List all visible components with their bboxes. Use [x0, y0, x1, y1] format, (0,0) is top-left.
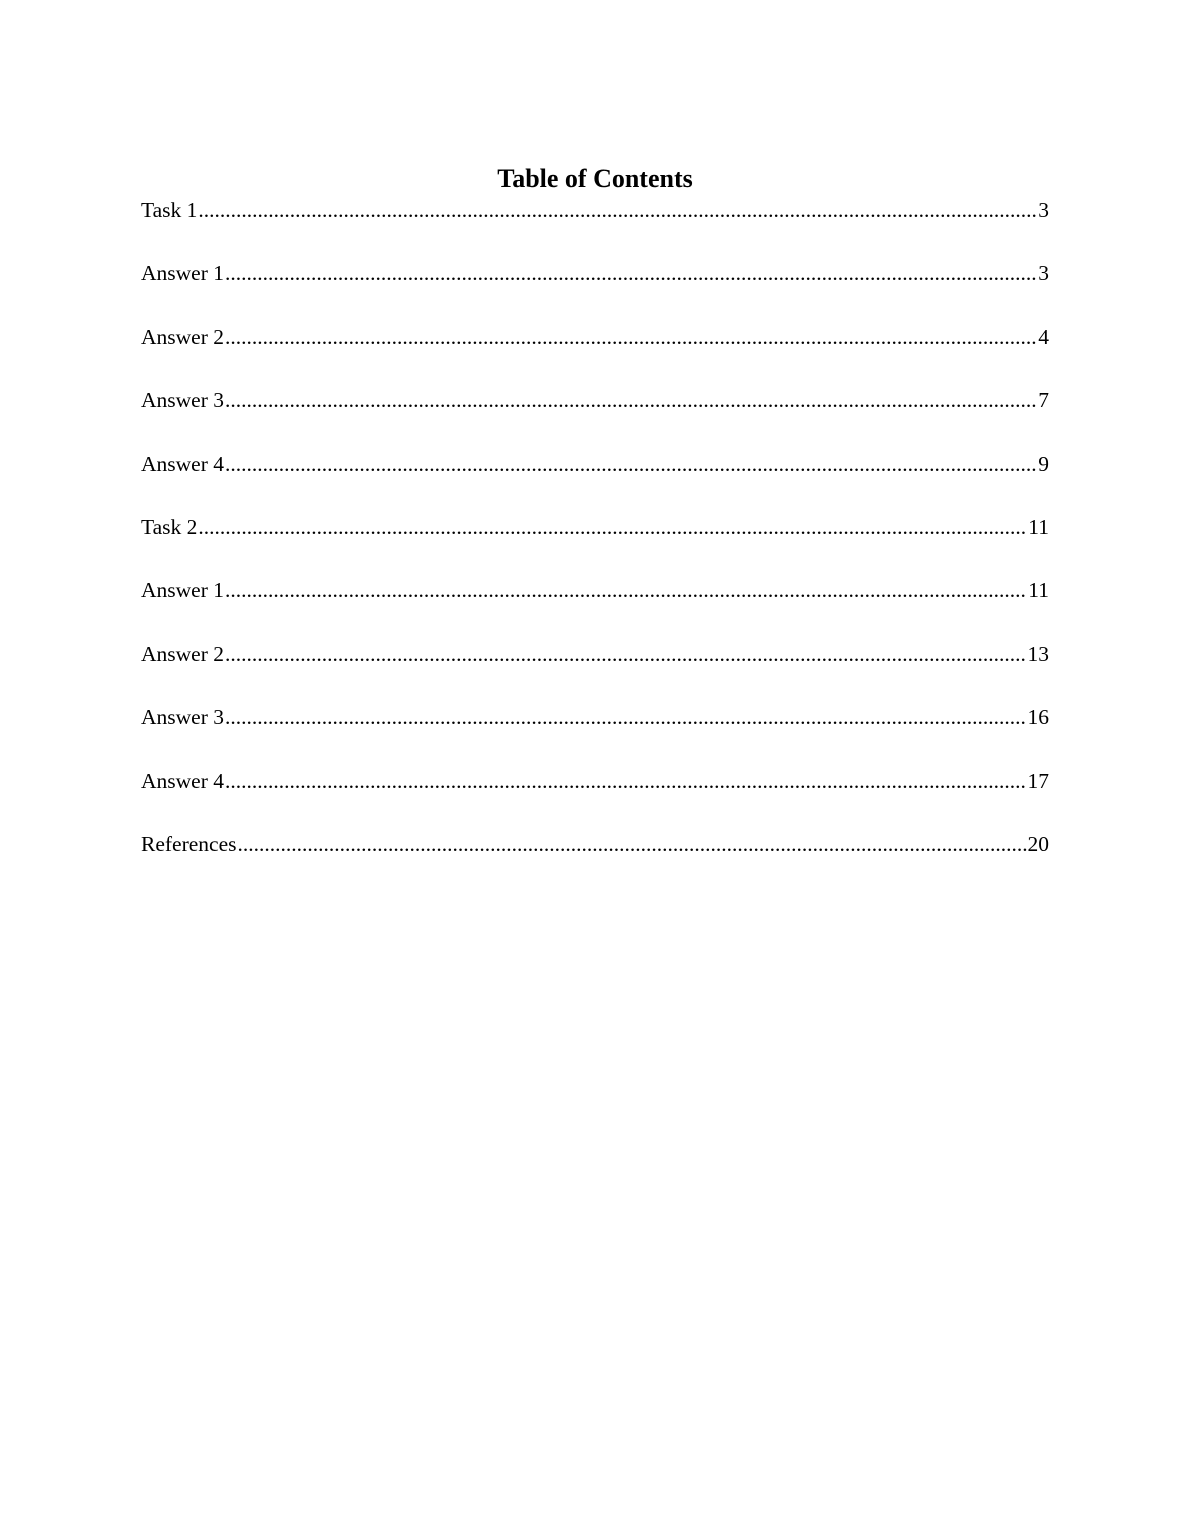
toc-page-number: 11	[1028, 514, 1049, 539]
toc-entry-task-2[interactable]	[141, 512, 1049, 575]
toc-entry-label: Task 1	[141, 198, 198, 222]
toc-entry-task-2-answer-4[interactable]	[141, 766, 1049, 829]
toc-page-number: 3	[1038, 261, 1049, 286]
toc-dot-leader	[198, 195, 1037, 225]
toc-dot-leader	[225, 639, 1027, 669]
toc-entry-label: Answer 3	[141, 388, 224, 413]
toc-entry-task-2-answer-3[interactable]	[141, 702, 1049, 765]
toc-dot-leader	[225, 702, 1027, 732]
toc-page-number: 7	[1038, 388, 1049, 413]
toc-list	[141, 195, 1049, 892]
toc-entry-label: References	[141, 831, 237, 856]
toc-entry-task-1-answer-2[interactable]	[141, 322, 1049, 385]
toc-dot-leader	[238, 829, 1027, 859]
toc-entry-task-2-answer-1[interactable]	[141, 575, 1049, 638]
toc-entry-task-1-answer-1[interactable]	[141, 258, 1049, 321]
toc-dot-leader	[225, 449, 1037, 479]
toc-page-number: 17	[1027, 768, 1049, 793]
toc-page-number: 20	[1027, 831, 1049, 856]
toc-page-number: 13	[1027, 641, 1049, 666]
toc-dot-leader	[225, 385, 1037, 415]
toc-entry-label: Answer 4	[141, 451, 224, 476]
toc-page-number: 16	[1027, 705, 1049, 730]
toc-entry-label: Answer 1	[141, 578, 224, 603]
toc-entry-label: Task 2	[141, 514, 198, 539]
toc-page-number: 4	[1038, 324, 1049, 349]
toc-dot-leader	[225, 766, 1027, 796]
toc-page-number: 11	[1028, 578, 1049, 603]
toc-page-number: 9	[1038, 451, 1049, 476]
toc-dot-leader	[225, 575, 1027, 605]
toc-entry-label: Answer 2	[141, 324, 224, 349]
toc-entry-references[interactable]	[141, 829, 1049, 892]
toc-dot-leader	[225, 322, 1037, 352]
toc-entry-task-1-answer-4[interactable]	[141, 449, 1049, 512]
toc-entry-task-1[interactable]	[141, 195, 1049, 258]
toc-entry-label: Answer 4	[141, 768, 224, 793]
toc-entry-label: Answer 2	[141, 641, 224, 666]
toc-entry-task-2-answer-2[interactable]	[141, 639, 1049, 702]
toc-dot-leader	[198, 512, 1027, 542]
toc-entry-label: Answer 3	[141, 705, 224, 730]
toc-title: Table of Contents	[497, 164, 693, 193]
toc-entry-task-1-answer-3[interactable]	[141, 385, 1049, 448]
toc-entry-label: Answer 1	[141, 261, 224, 286]
toc-page-number: 3	[1038, 198, 1049, 222]
toc-dot-leader	[225, 258, 1037, 288]
